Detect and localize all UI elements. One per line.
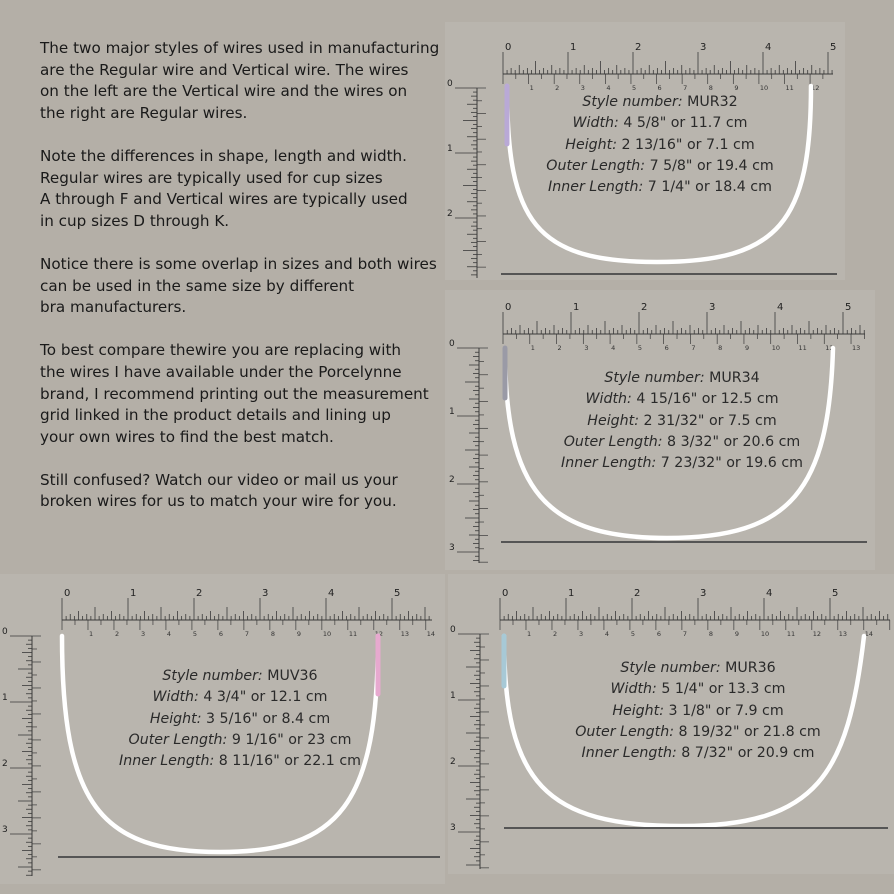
ruler-cm-label: 1 bbox=[529, 84, 534, 92]
ruler-cm-label: 3 bbox=[140, 630, 146, 638]
ruler-cm-label: 8 bbox=[708, 630, 714, 638]
ruler-inch-label: 4 bbox=[328, 588, 335, 599]
ruler-cm-label: 6 bbox=[218, 630, 224, 638]
ruler-inch-label: 2 bbox=[635, 42, 642, 53]
wire-panel-mur34 bbox=[445, 290, 875, 570]
ruler-inch-label: 3 bbox=[262, 588, 269, 599]
ruler-cm-label: 3 bbox=[584, 344, 589, 352]
intro-text bbox=[40, 38, 440, 535]
wire-specs: Style number: MUV36 Width: 4 3/4" or 12.1 cm Height: 3 5/16" or 8.4 cm Outer Length: 9 1/16" or 23 cm Inner Length: 8 11/16" or 22.1 cm bbox=[119, 668, 361, 770]
ruler-inch-label: 4 bbox=[777, 302, 784, 313]
ruler-cm-label: 1 bbox=[526, 630, 532, 638]
ruler-inch-label: 4 bbox=[766, 588, 773, 599]
ruler-inch-label: 5 bbox=[394, 588, 401, 599]
ruler-cm-label: 5 bbox=[192, 630, 198, 638]
ruler-cm-label: 11 bbox=[798, 344, 807, 352]
ruler-cm-label: 2 bbox=[557, 344, 562, 352]
ruler-inch-label: 3 bbox=[700, 588, 707, 599]
ruler-inch-label: 1 bbox=[130, 588, 137, 599]
ruler-cm-label: 9 bbox=[296, 630, 301, 638]
ruler-inch-label: 5 bbox=[845, 302, 852, 313]
ruler-cm-label: 12 bbox=[812, 630, 822, 638]
ruler-side-label: 2 bbox=[449, 475, 455, 485]
ruler-cm-label: 4 bbox=[611, 344, 616, 352]
intro-paragraph-3: Notice there is some overlap in sizes and both wires can be used in the same size by different bra manufacturers. bbox=[40, 254, 437, 317]
ruler-cm-label: 14 bbox=[864, 630, 874, 638]
ruler-side-label: 0 bbox=[447, 79, 453, 89]
ruler-inch-label: 5 bbox=[832, 588, 839, 599]
ruler-side-label: 2 bbox=[447, 209, 453, 219]
ruler-cm-label: 3 bbox=[578, 630, 584, 638]
ruler-cm-label: 10 bbox=[771, 344, 780, 352]
ruler-cm-label: 8 bbox=[718, 344, 723, 352]
ruler-cm-label: 6 bbox=[656, 630, 662, 638]
ruler-cm-label: 4 bbox=[606, 84, 611, 92]
ruler-inch-label: 1 bbox=[570, 42, 577, 53]
ruler-inch-label: 2 bbox=[641, 302, 648, 313]
ruler-cm-label: 11 bbox=[348, 630, 358, 638]
wire-panel-muv36 bbox=[0, 574, 445, 884]
intro-paragraph-5: Still confused? Watch our video or mail us your broken wires for us to match your wire for you. bbox=[40, 470, 398, 511]
ruler-cm-label: 9 bbox=[734, 84, 739, 92]
ruler-cm-label: 7 bbox=[682, 630, 688, 638]
ruler-cm-label: 7 bbox=[244, 630, 250, 638]
wire-specs: Style number: MUR36 Width: 5 1/4" or 13.3 cm Height: 3 1/8" or 7.9 cm Outer Length: 8 19/32" or 21.8 cm Inner Length: 8 7/32" or 20.9 cm bbox=[575, 660, 821, 762]
ruler-inch-label: 2 bbox=[634, 588, 641, 599]
ruler-cm-label: 13 bbox=[400, 630, 410, 638]
ruler-cm-label: 13 bbox=[838, 630, 848, 638]
ruler-cm-label: 7 bbox=[683, 84, 688, 92]
ruler-cm-label: 8 bbox=[708, 84, 713, 92]
ruler-side-label: 3 bbox=[450, 823, 456, 833]
ruler-cm-label: 1 bbox=[88, 630, 94, 638]
ruler-side-label: 1 bbox=[450, 691, 456, 701]
ruler-side-label: 1 bbox=[449, 407, 455, 417]
intro-paragraph-1: The two major styles of wires used in manufacturing are the Regular wire and Vertical wire. The wires on the left are the Vertical wire and the wires on the right are Regular wires. bbox=[40, 39, 440, 122]
ruler-cm-label: 9 bbox=[744, 344, 750, 352]
ruler-side-label: 0 bbox=[449, 339, 455, 349]
ruler-cm-label: 6 bbox=[657, 84, 662, 92]
ruler-inch-label: 2 bbox=[196, 588, 203, 599]
ruler-inch-label: 0 bbox=[505, 302, 512, 313]
ruler-side-label: 3 bbox=[449, 543, 455, 553]
ruler-cm-label: 5 bbox=[637, 344, 642, 352]
ruler-cm-label: 5 bbox=[631, 84, 637, 92]
ruler-side-label: 1 bbox=[447, 144, 453, 154]
intro-paragraph-2: Note the differences in shape, length and width. Regular wires are typically used for cup sizes A through F and Vertical wires are typically used in cup sizes D through K. bbox=[40, 146, 408, 230]
ruler-cm-label: 10 bbox=[760, 630, 770, 638]
intro-paragraph-4: To best compare thewire you are replacing with the wires I have available under the Porcelynne brand, I recommend printing out the measurement grid linked in the product details and lining up your own wires to find the best match. bbox=[40, 341, 429, 446]
wire-panel-mur36 bbox=[448, 574, 894, 874]
ruler-cm-label: 2 bbox=[552, 630, 558, 638]
wire-panel-mur32 bbox=[445, 22, 845, 280]
ruler-inch-label: 1 bbox=[568, 588, 575, 599]
ruler-inch-label: 1 bbox=[573, 302, 580, 313]
ruler-cm-label: 10 bbox=[759, 84, 769, 92]
ruler-inch-label: 0 bbox=[505, 42, 512, 53]
ruler-cm-label: 11 bbox=[785, 84, 794, 92]
ruler-cm-label: 4 bbox=[166, 630, 172, 638]
ruler-cm-label: 4 bbox=[604, 630, 610, 638]
wire-specs: Style number: MUR32 Width: 4 5/8" or 11.7 cm Height: 2 13/16" or 7.1 cm Outer Length: 7 5/8" or 19.4 cm Inner Length: 7 1/4" or 18.4 cm bbox=[546, 94, 774, 196]
ruler-inch-label: 3 bbox=[709, 302, 716, 313]
ruler-side-label: 0 bbox=[450, 625, 456, 635]
wire-specs: Style number: MUR34 Width: 4 15/16" or 12.5 cm Height: 2 31/32" or 7.5 cm Outer Length: 8 3/32" or 20.6 cm Inner Length: 7 23/32" or 19.6 cm bbox=[561, 370, 803, 472]
ruler-cm-label: 13 bbox=[852, 344, 861, 352]
ruler-inch-label: 5 bbox=[830, 42, 837, 53]
ruler-inch-label: 3 bbox=[700, 42, 707, 53]
ruler-cm-label: 3 bbox=[580, 84, 585, 92]
ruler-inch-label: 0 bbox=[502, 588, 509, 599]
ruler-cm-label: 8 bbox=[270, 630, 276, 638]
ruler-cm-label: 5 bbox=[630, 630, 636, 638]
ruler-cm-label: 2 bbox=[555, 84, 560, 92]
ruler-cm-label: 11 bbox=[786, 630, 796, 638]
ruler-cm-label: 14 bbox=[426, 630, 436, 638]
ruler-inch-label: 0 bbox=[64, 588, 71, 599]
ruler-side-label: 2 bbox=[2, 759, 8, 769]
ruler-cm-label: 12 bbox=[825, 344, 834, 352]
ruler-cm-label: 10 bbox=[322, 630, 332, 638]
ruler-side-label: 1 bbox=[2, 693, 8, 703]
ruler-inch-label: 4 bbox=[765, 42, 772, 53]
ruler-side-label: 0 bbox=[2, 627, 8, 637]
ruler-side-label: 3 bbox=[2, 825, 8, 835]
ruler-cm-label: 6 bbox=[664, 344, 669, 352]
ruler-side-label: 2 bbox=[450, 757, 456, 767]
ruler-cm-label: 12 bbox=[374, 630, 384, 638]
ruler-cm-label: 12 bbox=[811, 84, 820, 92]
ruler-cm-label: 9 bbox=[734, 630, 739, 638]
ruler-cm-label: 7 bbox=[691, 344, 696, 352]
ruler-cm-label: 2 bbox=[114, 630, 120, 638]
ruler-cm-label: 1 bbox=[530, 344, 535, 352]
